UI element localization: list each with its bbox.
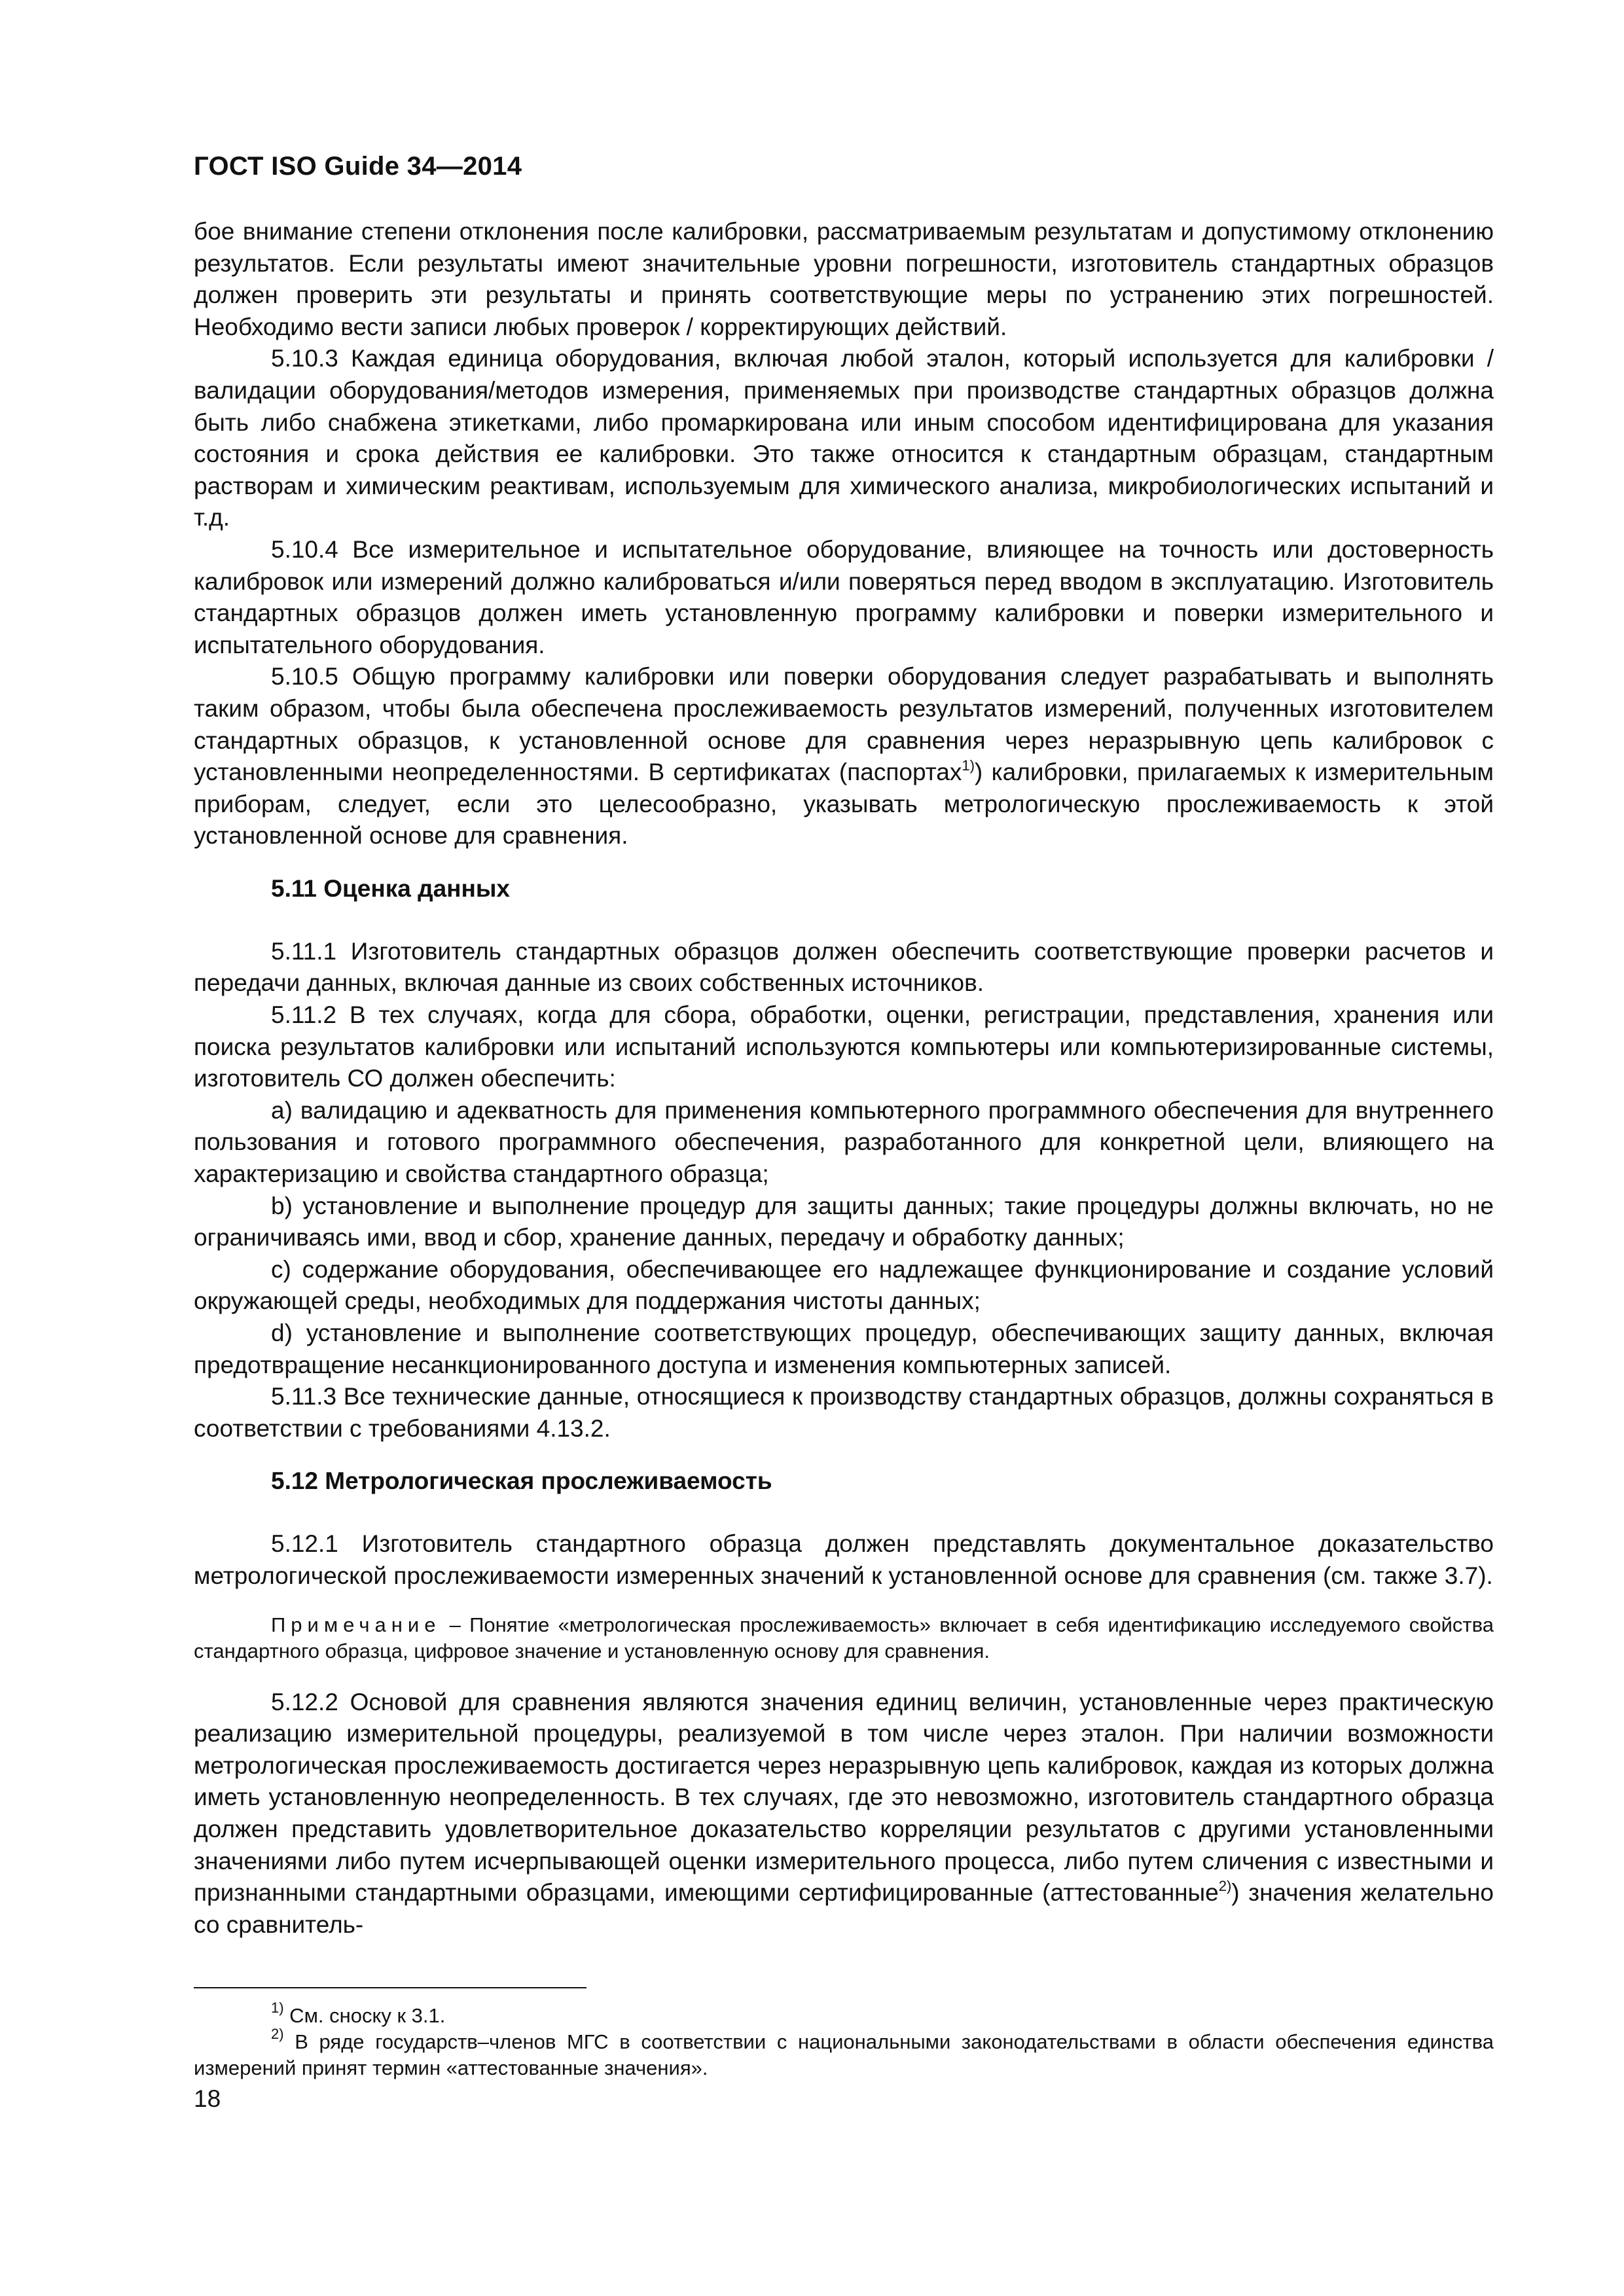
paragraph-5-11-3: 5.11.3 Все технические данные, относящиеся к производству стандартных образцов, должны сохраняться в соответствии с требованиями 4.13.2.	[194, 1383, 1494, 1442]
paragraph-5-10-5	[194, 661, 1494, 852]
note-block	[194, 1612, 1494, 1664]
paragraph-5-10-5-part-b: ) калибровки, прилагаемых к измерительным приборам, следует, если это целесообразно, указывать метрологическую прослеживаемость к этой установленной основе для сравнения.	[194, 759, 1494, 850]
footnote-2-text: В ряде государств–членов МГС в соответствии с национальными законодательствами в области обеспечения единства измерений принят термин «аттестованные значения».	[194, 2030, 1494, 2079]
footnote-ref-2: 2)	[1218, 1878, 1232, 1895]
document-body	[194, 216, 1494, 1941]
footnote-ref-1: 1)	[962, 757, 975, 774]
paragraph-5-10-3: 5.10.3 Каждая единица оборудования, включая любой эталон, который используется для калибровки / валидации оборудования/методов измерения, применяемых при производстве стандартных образцов должна быть либо снабжена этикетками, либо промаркирована или иным способом идентифицирована для указания состояния и срока действия ее калибровки. Это также относится к стандартным образцам, стандартным растворам и химическим реактивам, используемым для химического анализа, микробиологических испытаний и т.д.	[194, 345, 1494, 531]
note-text: – Понятие «метрологическая прослеживаемость» включает в себя идентификацию исследуемого свойства стандартного образца, цифровое значение и установленную основу для сравнения.	[194, 1613, 1494, 1662]
paragraph-5-12-2	[194, 1687, 1494, 1941]
note-label: Примечание	[271, 1613, 441, 1636]
footnote-2	[194, 2026, 1494, 2081]
list-item-b: b) установление и выполнение процедур для защиты данных; такие процедуры должны включать, но не ограничиваясь ими, ввод и сбор, хранение данных, передачу и обработку данных;	[194, 1192, 1494, 1251]
paragraph-5-12-2-part-b: ) значения желательно со сравнитель-	[194, 1879, 1494, 1938]
paragraph-5-11-2: 5.11.2 В тех случаях, когда для сбора, обработки, оценки, регистрации, представления, хранения или поиска результатов калибровки или испытаний используются компьютеры или компьютеризированные системы, изготовитель СО должен обеспечить:	[194, 1001, 1494, 1092]
page-number: 18	[194, 2085, 221, 2112]
list-item-d: d) установление и выполнение соответствующих процедур, обеспечивающих защиту данных, включая предотвращение несанкционированного доступа и изменения компьютерных записей.	[194, 1319, 1494, 1378]
section-heading-5-11: 5.11 Оценка данных	[271, 874, 511, 902]
list-item-a: a) валидацию и адекватность для применения компьютерного программного обеспечения для внутреннего пользования и готового программного обеспечения, разработанного для конкретной цели, влияющего на характеризацию и свойства стандартного образца;	[194, 1096, 1494, 1188]
footnote-1-text: См. сноску к 3.1.	[283, 2004, 446, 2027]
paragraph-5-12-1: 5.12.1 Изготовитель стандартного образца должен представлять документальное доказательство метрологической прослеживаемости измеренных значений к установленной основе для сравнения (см. также 3.7).	[194, 1530, 1494, 1589]
footnote-1-mark: 1)	[271, 2000, 284, 2016]
document-header: ГОСТ ISO Guide 34—2014	[194, 152, 522, 181]
paragraph-5-10-5-part-a: 5.10.5 Общую программу калибровки или поверки оборудования следует разрабатывать и выполнять таким образом, чтобы была обеспечена прослеживаемость результатов измерений, полученных изготовителем стандартных образцов, к установленной основе для сравнения через неразрывную цепь калибровок с установленными неопределенностями. В сертификатах (паспортах	[194, 663, 1494, 786]
list-item-c: c) содержание оборудования, обеспечивающее его надлежащее функционирование и создание условий окружающей среды, необходимых для поддержания чистоты данных;	[194, 1255, 1494, 1315]
footnotes	[194, 2000, 1494, 2081]
paragraph-5-12-2-part-a: 5.12.2 Основой для сравнения являются значения единиц величин, установленные через практическую реализацию измерительной процедуры, реализуемой в том числе через эталон. При наличии возможности метрологическая прослеживаемость достигается через неразрывную цепь калибровок, каждая из которых должна иметь установленную неопределенность. В тех случаях, где это невозможно, изготовитель стандартного образца должен представить удовлетворительное доказательство корреляции результатов с другими установленными значениями либо путем исчерпывающей оценки измерительного процесса, либо путем сличения с известными и признанными стандартными образцами, имеющими сертифицированные (аттестованные	[194, 1688, 1494, 1907]
section-heading-5-12: 5.12 Метрологическая прослеживаемость	[271, 1467, 772, 1495]
footnote-1	[194, 2000, 1494, 2029]
footnote-divider	[194, 1987, 586, 1988]
footnote-2-mark: 2)	[271, 2026, 284, 2042]
paragraph-continuation: бое внимание степени отклонения после калибровки, рассматриваемым результатам и допустимому отклонению результатов. Если результаты имеют значительные уровни погрешности, изготовитель стандартных образцов должен проверить эти результаты и принять соответствующие меры по устранению этих погрешностей. Необходимо вести записи любых проверок / корректирующих действий.	[194, 218, 1494, 340]
paragraph-5-10-4: 5.10.4 Все измерительное и испытательное оборудование, влияющее на точность или достоверность калибровок или измерений должно калиброваться и/или поверяться перед вводом в эксплуатацию. Изготовитель стандартных образцов должен иметь установленную программу калибровки и поверки измерительного и испытательного оборудования.	[194, 535, 1494, 658]
paragraph-5-11-1: 5.11.1 Изготовитель стандартных образцов должен обеспечить соответствующие проверки расчетов и передачи данных, включая данные из своих собственных источников.	[194, 937, 1494, 997]
